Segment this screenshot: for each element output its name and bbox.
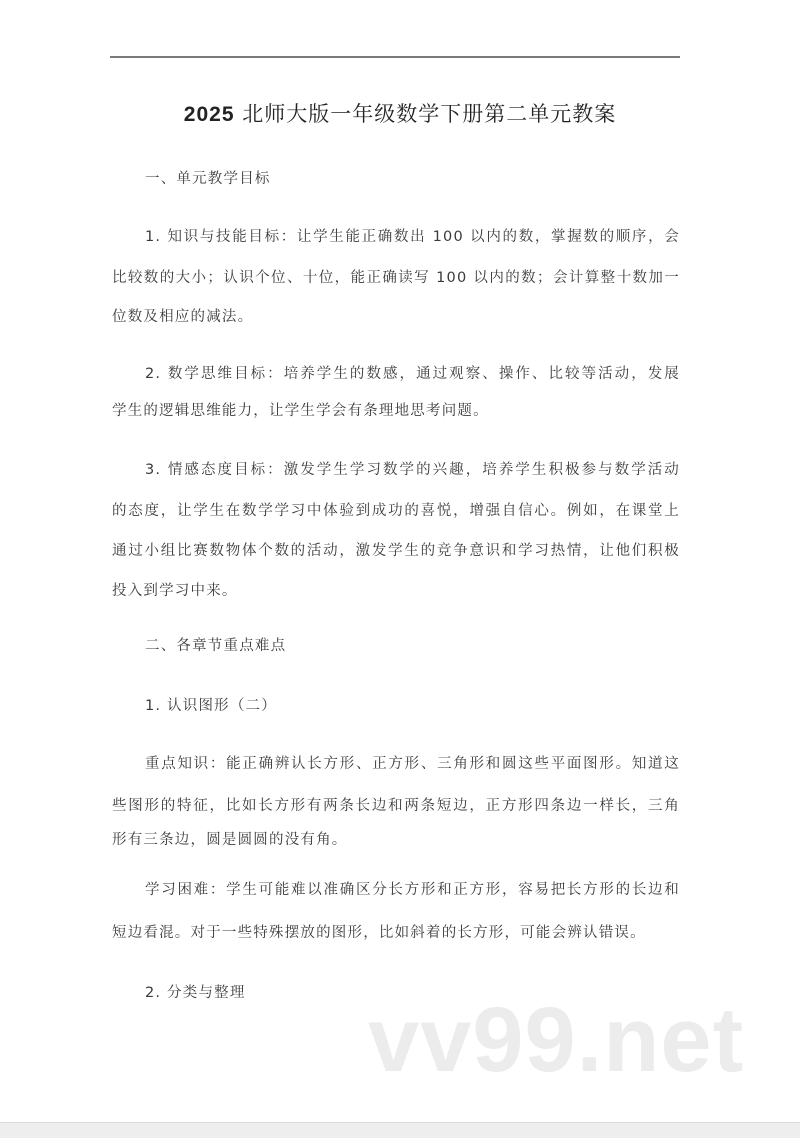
paragraph-line: 短边看混。对于一些特殊摆放的图形，比如斜着的长方形，可能会辨认错误。 <box>112 925 646 941</box>
paragraph-line: 的态度，让学生在数学学习中体验到成功的喜悦，增强自信心。例如，在课堂上 <box>112 503 680 519</box>
paragraph-line: 3. 情感态度目标：激发学生学习数学的兴趣，培养学生积极参与数学活动 <box>145 462 680 478</box>
paragraph-line: 位数及相应的减法。 <box>112 309 254 325</box>
paragraph-line: 投入到学习中来。 <box>112 583 238 599</box>
header-rule <box>110 56 680 58</box>
paragraph-line: 些图形的特征，比如长方形有两条长边和两条短边，正方形四条边一样长，三角 <box>112 798 680 814</box>
paragraph-line: 1. 知识与技能目标：让学生能正确数出 100 以内的数，掌握数的顺序，会 <box>145 229 680 245</box>
paragraph-line: 学习困难：学生可能难以准确区分长方形和正方形，容易把长方形的长边和 <box>145 882 680 898</box>
paragraph-line: 通过小组比赛数物体个数的活动，激发学生的竞争意识和学习热情，让他们积极 <box>112 543 680 559</box>
paragraph-line: 形有三条边，圆是圆圆的没有角。 <box>112 832 348 848</box>
title-year: 2025 <box>183 103 235 126</box>
subsection-heading: 1. 认识图形（二） <box>145 698 277 714</box>
subsection-heading: 2. 分类与整理 <box>145 985 246 1001</box>
page-bottom-bar <box>0 1122 800 1138</box>
paragraph-line: 重点知识：能正确辨认长方形、正方形、三角形和圆这些平面图形。知道这 <box>145 756 680 772</box>
paragraph-line: 2. 数学思维目标：培养学生的数感，通过观察、操作、比较等活动，发展 <box>145 366 680 382</box>
document-title <box>0 98 800 128</box>
title-text: 北师大版一年级数学下册第二单元教案 <box>242 102 617 126</box>
section-heading: 一、单元教学目标 <box>145 171 271 187</box>
watermark: vv99.net <box>368 989 745 1091</box>
paragraph-line: 比较数的大小；认识个位、十位，能正确读写 100 以内的数；会计算整十数加一 <box>112 270 680 286</box>
section-heading: 二、各章节重点难点 <box>145 638 287 654</box>
paragraph-line: 学生的逻辑思维能力，让学生学会有条理地思考问题。 <box>112 403 489 419</box>
